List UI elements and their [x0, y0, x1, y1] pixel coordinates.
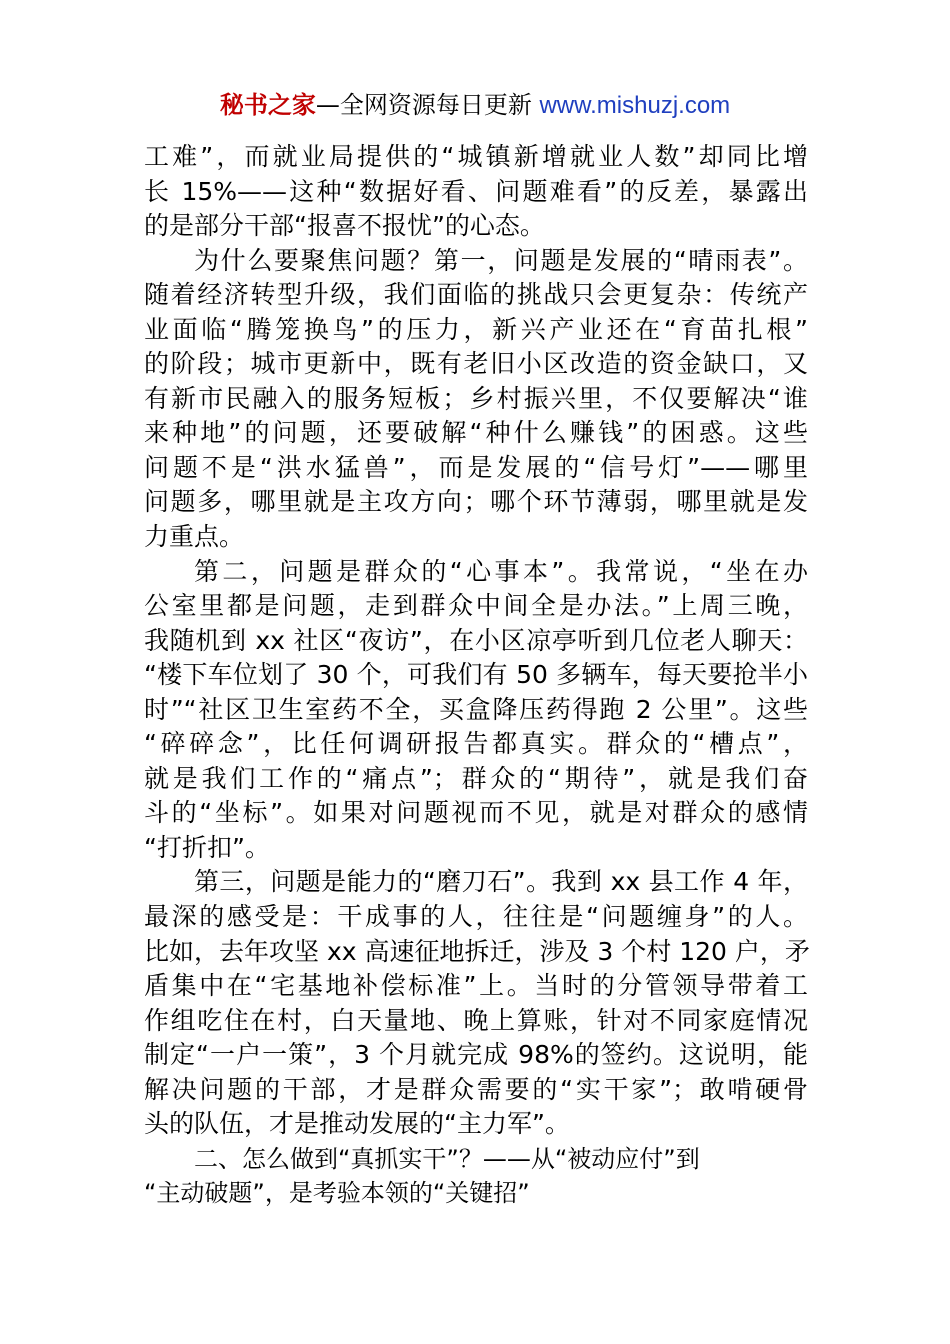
body-text-line: “打折扣”。: [144, 832, 270, 862]
body-text-line: 长 15%——这种“数据好看、问题难看”的反差，暴露出: [144, 176, 808, 206]
body-text-line: 制定“一户一策”，3 个月就完成 98%的签约。这说明，能: [144, 1040, 808, 1070]
body-text-line: 力重点。: [144, 522, 245, 552]
body-text-line: 第三，问题是能力的“磨刀石”。我到 xx 县工作 4 年，: [194, 867, 808, 897]
section-heading-line: “主动破题”，是考验本领的“关键招”: [144, 1179, 530, 1208]
brand-name: 秘书之家: [219, 91, 316, 119]
body-text-line: 作组吃住在村，白天量地、晚上算账，针对不同家庭情况: [144, 1005, 808, 1035]
body-text-line: 来种地”的问题，还要破解“种什么赚钱”的困惑。这些: [144, 418, 808, 448]
body-text-line: 业面临“腾笼换鸟”的压力，新兴产业还在“育苗扎根”: [144, 314, 808, 344]
body-text-line: “碎碎念”，比任何调研报告都真实。群众的“槽点”，: [144, 729, 808, 759]
body-text-line: 头的队伍，才是推动发展的“主力军”。: [144, 1109, 570, 1139]
body-text-line: 最深的感受是：干成事的人，往往是“问题缠身”的人。: [144, 902, 808, 932]
section-heading-line: 二、怎么做到“真抓实干”？——从“被动应付”到: [194, 1144, 700, 1173]
site-url-link[interactable]: www.mishuzj.com: [539, 92, 731, 119]
body-text-line: 我随机到 xx 社区“夜访”，在小区凉亭听到几位老人聊天：: [144, 625, 808, 655]
body-text-line: 第二，问题是群众的“心事本”。我常说，“坐在办: [194, 556, 808, 586]
document-body: [144, 140, 808, 1211]
body-text-line: 为什么要聚焦问题？第一，问题是发展的“晴雨表”。: [194, 245, 808, 275]
body-text-line: 工难”，而就业局提供的“城镇新增就业人数”却同比增: [144, 142, 808, 171]
body-text-line: 有新市民融入的服务短板；乡村振兴里，不仅要解决“谁: [144, 383, 808, 413]
body-text-line: “楼下车位划了 30 个，可我们有 50 多辆车，每天要抢半小: [144, 660, 808, 690]
body-text-line: 问题多，哪里就是主攻方向；哪个环节薄弱，哪里就是发: [144, 487, 808, 517]
body-text-line: 时”“社区卫生室药不全，买盒降压药得跑 2 公里”。这些: [144, 694, 808, 724]
body-text-line: 问题不是“洪水猛兽”，而是发展的“信号灯”——哪里: [144, 452, 808, 482]
body-text-line: 就是我们工作的“痛点”；群众的“期待”，就是我们奋: [144, 763, 808, 793]
body-text-line: 的阶段；城市更新中，既有老旧小区改造的资金缺口，又: [144, 349, 808, 379]
body-text-line: 公室里都是问题，走到群众中间全是办法。”上周三晚，: [144, 591, 808, 621]
header-tagline: —全网资源每日更新: [315, 91, 540, 119]
body-text-line: 盾集中在“宅基地补偿标准”上。当时的分管领导带着工: [144, 971, 808, 1001]
page-header: [0, 88, 950, 123]
body-text-line: 斗的“坐标”。如果对问题视而不见，就是对群众的感情: [144, 798, 808, 828]
body-text-line: 解决问题的干部，才是群众需要的“实干家”；敢啃硬骨: [144, 1074, 808, 1104]
body-text-line: 随着经济转型升级，我们面临的挑战只会更复杂：传统产: [144, 280, 808, 310]
body-text-line: 比如，去年攻坚 xx 高速征地拆迁，涉及 3 个村 120 户，矛: [144, 936, 810, 966]
body-text-line: 的是部分干部“报喜不报忧”的心态。: [144, 211, 545, 241]
